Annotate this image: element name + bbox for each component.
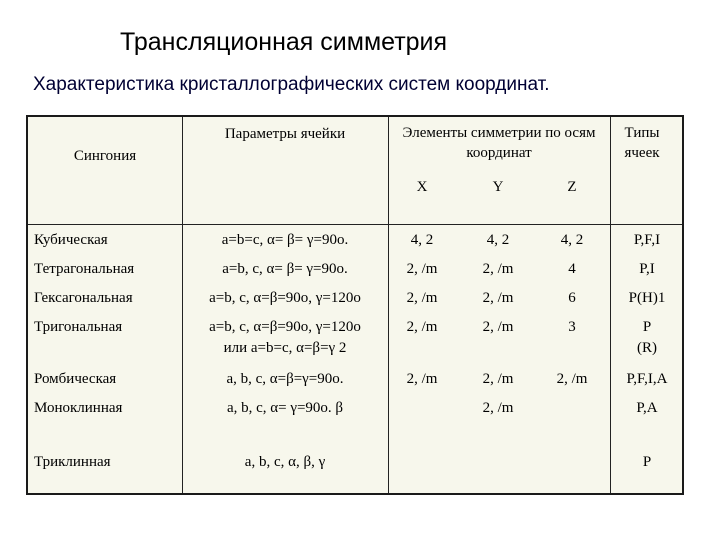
row-x: 4, 2: [410, 232, 434, 248]
row-y: 4, 2: [486, 232, 510, 248]
row-types-alt: (R): [637, 340, 657, 356]
page-title: Трансляционная симметрия: [120, 28, 448, 56]
row-name: Кубическая: [34, 232, 108, 248]
row-z: 4: [568, 261, 576, 277]
page-subtitle: Характеристика кристаллографических систем координат.: [33, 74, 550, 95]
row-x: 2, /m: [406, 371, 438, 387]
row-types: P(H)1: [628, 290, 666, 306]
row-types: P,I: [639, 261, 655, 277]
header-syngony: Сингония: [73, 148, 137, 164]
row-z: 2, /m: [556, 371, 588, 387]
row-types: P: [642, 454, 652, 470]
header-divider: [28, 224, 682, 225]
row-y: 2, /m: [482, 290, 514, 306]
row-x: 2, /m: [406, 261, 438, 277]
row-name: Тригональная: [34, 319, 123, 335]
row-name: Тетрагональная: [34, 261, 135, 277]
row-z: [548, 451, 596, 473]
row-y: 2, /m: [482, 319, 514, 335]
crystal-systems-table: [26, 115, 684, 495]
row-params: a=b, c, α=β=90o, γ=120o: [209, 290, 361, 306]
header-axis-y: Y: [492, 179, 504, 195]
row-params: a, b, c, α=β=γ=90o.: [226, 371, 344, 387]
row-params: a=b, c, α=β=90o, γ=120o: [209, 319, 361, 335]
row-x: [398, 451, 446, 473]
row-types: P,F,I: [633, 232, 661, 248]
row-name: Моноклинная: [34, 400, 123, 416]
row-params: a=b, c, α= β= γ=90o.: [222, 261, 348, 277]
row-x: 2, /m: [406, 319, 438, 335]
row-z: 4, 2: [560, 232, 584, 248]
row-y: [474, 451, 522, 473]
header-symmetry: Элементы симметрии по осям координат: [402, 125, 596, 161]
header-axis-z: Z: [567, 179, 577, 195]
row-params-alt: или a=b=c, α=β=γ 2: [223, 340, 347, 356]
row-params: a, b, c, α= γ=90o. β: [226, 400, 344, 416]
row-z: 3: [568, 319, 576, 335]
row-x: [398, 397, 446, 419]
row-name: Гексагональная: [34, 290, 133, 306]
row-z: [548, 397, 596, 419]
row-z: 6: [568, 290, 576, 306]
row-name: Триклинная: [34, 454, 111, 470]
header-types: Типы ячеек: [624, 125, 660, 161]
row-params: a=b=c, α= β= γ=90o.: [221, 232, 349, 248]
row-types: P,A: [636, 400, 658, 416]
row-params: a, b, c, α, β, γ: [244, 454, 326, 470]
row-name: Ромбическая: [34, 371, 117, 387]
row-types: P: [642, 319, 652, 335]
header-axis-x: X: [416, 179, 428, 195]
row-types: P,F,I,A: [626, 371, 668, 387]
header-params: Параметры ячейки: [224, 126, 346, 142]
row-y: 2, /m: [482, 400, 514, 416]
row-y: 2, /m: [482, 261, 514, 277]
row-y: 2, /m: [482, 371, 514, 387]
row-x: 2, /m: [406, 290, 438, 306]
col-divider: [388, 117, 389, 493]
